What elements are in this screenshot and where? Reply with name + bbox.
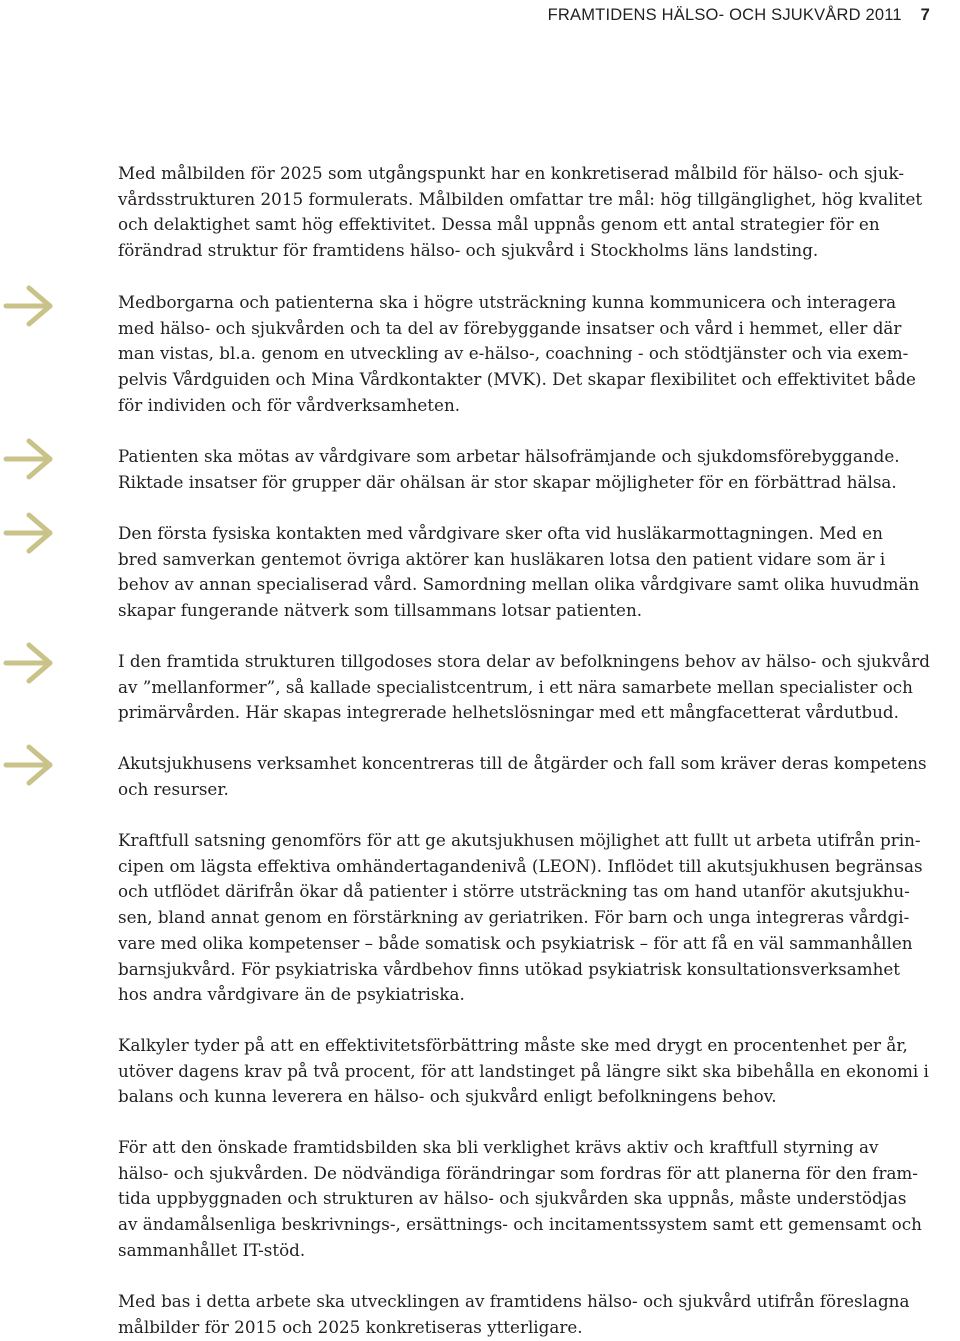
text-line: balans och kunna leverera en hälso- och sjukvård enligt befolkningens behov. [118,1086,777,1107]
text-line: Riktade insatser för grupper där ohälsan är stor skapar möjligheter för en förbättrad hälsa. [118,471,897,492]
text-line: förändrad struktur för framtidens hälso- och sjukvård i Stockholms läns landsting. [118,240,819,261]
page-number: 7 [920,6,930,24]
text-line: och delaktighet samt hög effektivitet. Dessa mål uppnås genom ett antal strategier för en [118,214,880,235]
arrow-right-icon [3,642,55,684]
paragraph-prevention [118,444,960,495]
text-line: vare med olika kompetenser – både somatisk och psykiatrisk – för att få en väl sammanhållen [118,932,913,953]
text-line: utöver dagens krav på två procent, för att landstinget på längre sikt ska bibehålla en ekonomi i [118,1060,929,1081]
paragraph-digital-care [118,290,960,419]
text-line: primärvården. Här skapas integrerade helhetslösningar med ett mångfacetterat vårdutbud. [118,702,899,723]
text-line: Kalkyler tyder på att en effektivitetsförbättring måste ske med drygt en procentenhet per år, [118,1035,908,1055]
text-line: målbilder för 2015 och 2025 konkretiseras ytterligare. [118,1316,583,1337]
text-line: och resurser. [118,778,229,799]
text-line: Medborgarna och patienterna ska i högre utsträckning kunna kommunicera och interagera [118,292,897,312]
paragraph-intro [118,161,960,264]
text-line: I den framtida strukturen tillgodoses stora delar av befolkningens behov av hälso- och sjukvård [118,651,930,671]
text-line: skapar fungerande nätverk som tillsammans lotsar patienten. [118,600,643,621]
text-line: pelvis Vårdguiden och Mina Vårdkontakter (MVK). Det skapar flexibilitet och effektivitet både [118,369,916,390]
running-header [548,6,930,25]
text-line: Patienten ska mötas av vårdgivare som arbetar hälsofrämjande och sjukdomsförebyggande. [118,446,900,466]
text-line: hos andra vårdgivare än de psykiatriska. [118,984,465,1005]
text-line: Den första fysiska kontakten med vårdgivare sker ofta vid husläkarmottagningen. Med en [118,523,883,543]
paragraph-primary-care [118,521,960,624]
paragraph-specialist-centres [118,649,960,726]
text-line: sammanhållet IT-stöd. [118,1239,306,1260]
arrow-right-icon [3,512,55,554]
text-line: vårdsstrukturen 2015 formulerats. Målbilden omfattar tre mål: hög tillgänglighet, hög kvalitet [118,188,923,209]
paragraph-efficiency [118,1033,960,1110]
text-line: av ändamålsenliga beskrivnings-, ersättnings- och incitamentssystem samt ett gemensamt och [118,1214,922,1235]
arrow-right-icon [3,438,55,480]
text-line: barnsjukvård. För psykiatriska vårdbehov finns utökad psykiatrisk konsultationsverksamhet [118,958,901,979]
text-line: hälso- och sjukvården. De nödvändiga förändringar som fordras för att planerna för den fram- [118,1162,918,1183]
paragraph-leon [118,828,960,1008]
text-line: för individen och för vårdverksamheten. [118,394,461,415]
text-line: tida uppbyggnaden och strukturen av hälso- och sjukvården ska uppnås, måste understödjas [118,1188,907,1209]
arrow-right-icon [3,285,55,327]
text-line: För att den önskade framtidsbilden ska bli verklighet krävs aktiv och kraftfull styrning av [118,1137,879,1157]
paragraph-conclusion [118,1289,960,1340]
text-line: behov av annan specialiserad vård. Samordning mellan olika vårdgivare samt olika huvudmän [118,574,920,595]
text-line: Akutsjukhusens verksamhet koncentreras till de åtgärder och fall som kräver deras kompetens [118,753,927,773]
text-line: och utflödet därifrån ökar då patienter i större utsträckning tas om hand utanför akutsjukhu- [118,881,910,902]
text-line: Kraftfull satsning genomförs för att ge akutsjukhusen möjlighet att fullt ut arbeta utifrån prin- [118,830,921,850]
text-line: sen, bland annat genom en förstärkning av geriatriken. För barn och unga integreras vårdgi- [118,907,910,928]
document-title: FRAMTIDENS HÄLSO- OCH SJUKVÅRD 2011 [547,6,902,24]
text-line: av ”mellanformer”, så kallade specialistcentrum, i ett nära samarbete mellan specialister och [118,676,913,697]
text-line: med hälso- och sjukvården och ta del av förebyggande insatser och vård i hemmet, eller där [118,317,902,338]
paragraph-emergency-hospitals [118,751,960,802]
text-line: Med målbilden för 2025 som utgångspunkt har en konkretiserad målbild för hälso- och sjuk- [118,163,905,183]
arrow-right-icon [3,744,55,786]
text-line: man vistas, bl.a. genom en utveckling av e-hälso-, coachning - och stödtjänster och via exem- [118,343,909,364]
paragraph-governance [118,1135,960,1264]
text-line: Med bas i detta arbete ska utvecklingen av framtidens hälso- och sjukvård utifrån föreslagna [118,1291,910,1311]
text-line: cipen om lägsta effektiva omhändertagandenivå (LEON). Inflödet till akutsjukhusen begränsas [118,855,923,876]
text-line: bred samverkan gentemot övriga aktörer kan husläkaren lotsa den patient vidare som är i [118,548,886,569]
